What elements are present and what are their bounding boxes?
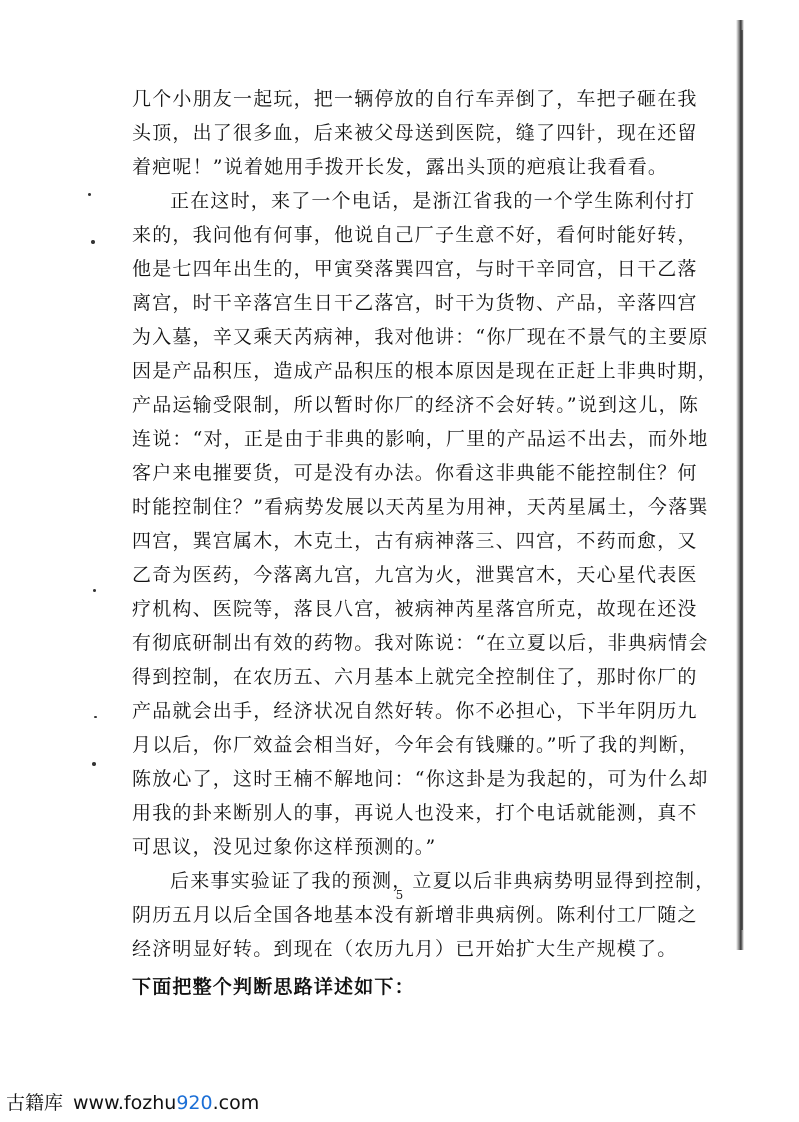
- text-line: 可思议，没见过象你这样预测的。”: [132, 836, 437, 858]
- scan-speck: [88, 193, 91, 196]
- body-text: [132, 82, 718, 1004]
- text-line: 乙奇为医药，今落离九宫，九宫为火，泄巽宫木，天心星代表医: [132, 564, 698, 586]
- text-line: 有彻底研制出有效的药物。我对陈说：“在立夏以后，非典病情会: [132, 632, 709, 654]
- text-line: 后来事实验证了我的预测，立夏以后非典病势明显得到控制，: [170, 870, 716, 892]
- text-line: 陈放心了，这时王楠不解地问：“你这卦是为我起的，可为什么却: [132, 768, 709, 790]
- watermark-site-number: 920: [176, 1092, 213, 1114]
- text-line: 产品运输受限制，所以暂时你厂的经济不会好转。”说到这儿，陈: [132, 394, 700, 416]
- text-line: 因是产品积压，造成产品积压的根本原因是现在正赶上非典时期，: [132, 360, 718, 382]
- scan-binding-line: [741, 30, 743, 930]
- text-line: 正在这时，来了一个电话，是浙江省我的一个学生陈利付打: [170, 190, 696, 212]
- text-line: 他是七四年出生的，甲寅癸落巽四宫，与时干辛同宫，日干乙落: [132, 258, 698, 280]
- text-line: 四宫，巽宫属木，木克土，古有病神落三、四宫，不药而愈，又: [132, 530, 698, 552]
- text-line: 头顶，出了很多血，后来被父母送到医院，缝了四针，现在还留: [132, 122, 698, 144]
- scan-speck: [92, 762, 96, 766]
- section-heading: 下面把整个判断思路详述如下：: [132, 976, 415, 998]
- page-number: 5: [395, 888, 404, 902]
- text-line: 几个小朋友一起玩，把一辆停放的自行车弄倒了，车把子砸在我: [132, 88, 698, 110]
- text-line: 月以后，你厂效益会相当好，今年会有钱赚的。”听了我的判断，: [132, 734, 700, 756]
- scan-speck: [91, 240, 95, 244]
- watermark-name: 古籍库: [6, 1092, 64, 1114]
- text-line: 着疤呢！”说着她用手拨开长发，露出头顶的疤痕让我看看。: [132, 156, 669, 178]
- watermark-site-prefix: www.fozhu: [73, 1092, 177, 1114]
- watermark-site-suffix: .com: [212, 1092, 260, 1114]
- text-line: 产品就会出手，经济状况自然好转。你不必担心，下半年阴历九: [132, 700, 698, 722]
- text-line: 用我的卦来断别人的事，再说人也没来，打个电话就能测，真不: [132, 802, 698, 824]
- text-line: 疗机构、医院等，落艮八宫，被病神芮星落宫所克，故现在还没: [132, 598, 698, 620]
- watermark: [6, 1088, 259, 1115]
- text-line: 为入墓，辛又乘天芮病神，我对他讲：“你厂现在不景气的主要原: [132, 326, 709, 348]
- text-line: 经济明显好转。到现在（农历九月）已开始扩大生产规模了。: [132, 938, 678, 960]
- text-line: 连说：“对，正是由于非典的影响，厂里的产品运不出去，而外地: [132, 428, 709, 450]
- text-line: 得到控制，在农历五、六月基本上就完全控制住了，那时你厂的: [132, 666, 698, 688]
- text-line: 时能控制住？”看病势发展以天芮星为用神，天芮星属土，今落巽: [132, 496, 709, 518]
- text-line: 阴历五月以后全国各地基本没有新增非典病例。陈利付工厂随之: [132, 904, 698, 926]
- scan-speck: [93, 589, 96, 592]
- text-line: 离宫，时干辛落宫生日干乙落宫，时干为货物、产品，辛落四宫: [132, 292, 698, 314]
- text-line: 客户来电摧要货，可是没有办法。你看这非典能不能控制住？何: [132, 462, 698, 484]
- scan-speck: [94, 716, 97, 718]
- text-line: 来的，我问他有何事，他说自己厂子生意不好，看何时能好转，: [132, 224, 698, 246]
